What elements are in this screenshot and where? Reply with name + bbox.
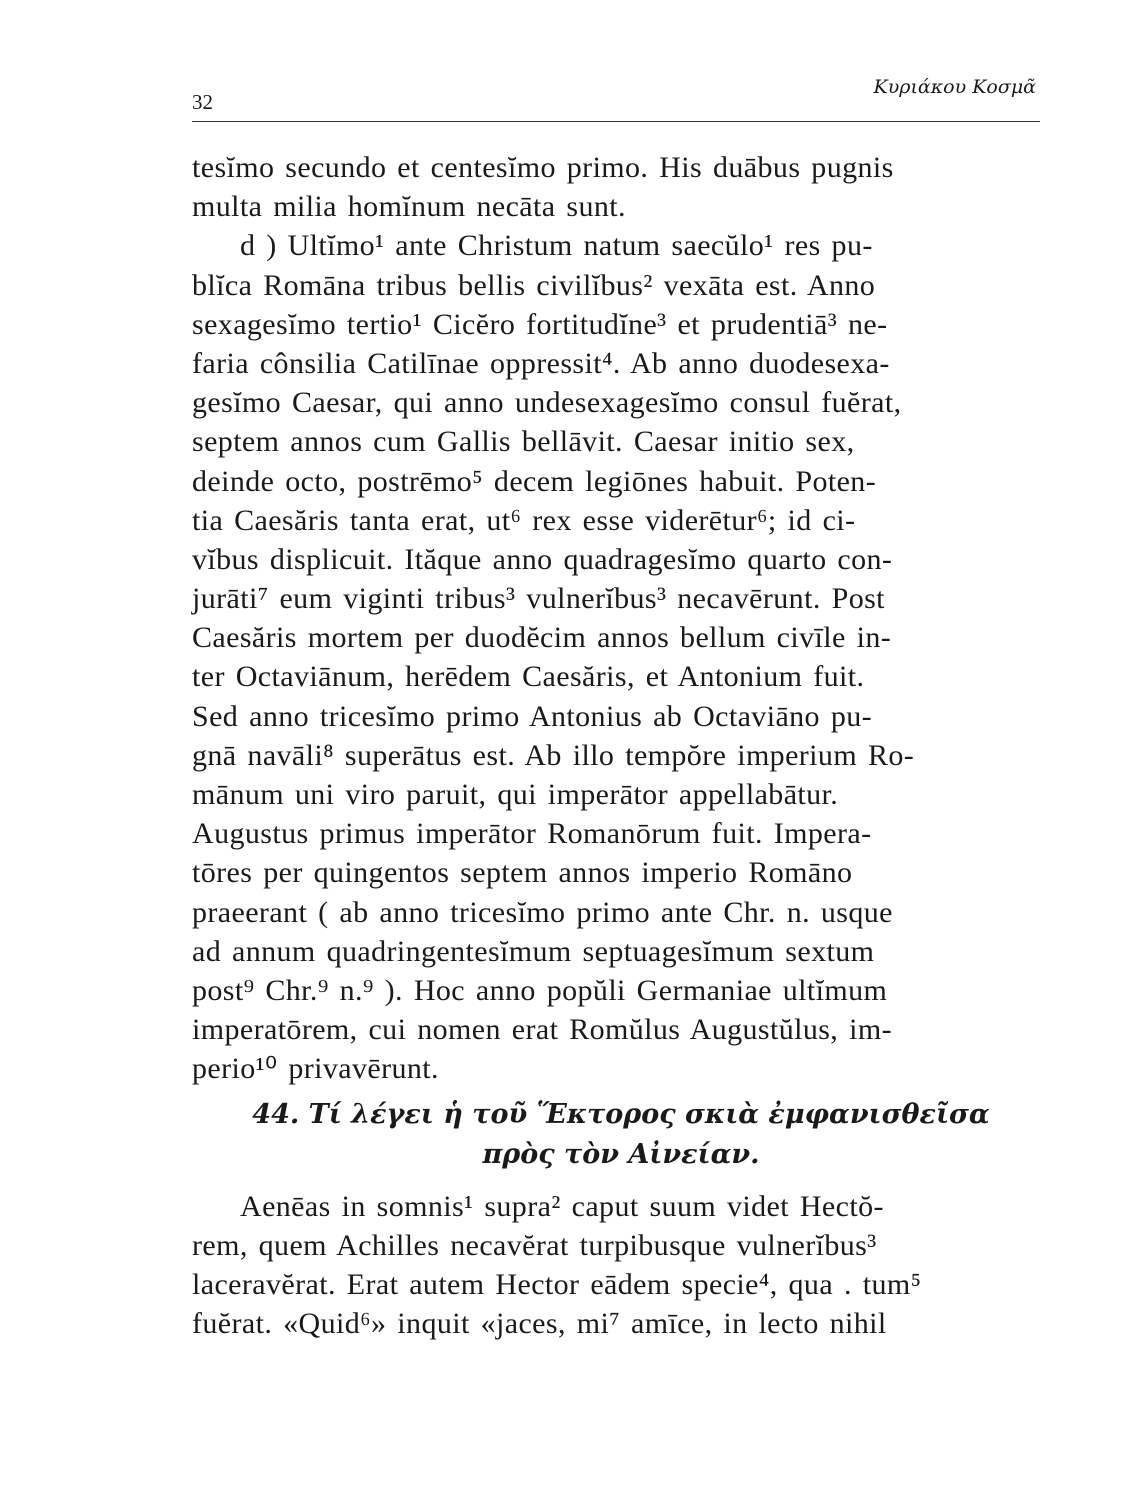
header-rule — [192, 121, 1040, 122]
text-line: Caesăris mortem per duodĕcim annos bellum civīle in- — [192, 621, 892, 655]
running-head — [192, 72, 1040, 122]
page-number: 32 — [192, 90, 213, 114]
text-line: tia Caesăris tanta erat, ut⁶ rex esse viderētur⁶; id ci- — [192, 503, 856, 537]
text-line: blĭca Romāna tribus bellis civilĭbus² vexāta est. Anno — [192, 268, 876, 302]
text-line: post⁹ Chr.⁹ n.⁹ ). Hoc anno popŭli Germaniae ultĭmum — [192, 973, 888, 1007]
text-line: Augustus primus imperātor Romanōrum fuit. Impera- — [192, 817, 872, 851]
paragraph-2 — [192, 226, 1050, 1088]
text-line: rem, quem Achilles necavĕrat turpibusque vulnerĭbus³ — [192, 1228, 877, 1262]
running-title: Κυριάκου Κοσμᾶ — [873, 76, 1036, 98]
text-line: Aenēas in somnis¹ supra² caput suum videt Hectŏ- — [240, 1189, 884, 1223]
text-line: vĭbus displicuit. Ităque anno quadragesĭmo quarto con- — [192, 542, 893, 576]
text-line: faria cônsilia Catilīnae oppressit⁴. Ab anno duodesexa- — [192, 346, 890, 380]
text-line: tōres per quingentos septem annos imperio Romāno — [192, 856, 853, 890]
text-line: praeerant ( ab anno tricesĭmo primo ante Chr. n. usque — [192, 895, 893, 929]
section-heading — [192, 1095, 1050, 1175]
heading-line: πρὸς τὸν Αἰνείαν. — [482, 1138, 760, 1170]
body-text — [192, 148, 1050, 1343]
text-line: fuĕrat. «Quid⁶» inquit «jaces, mi⁷ amīce, in lecto nihil — [192, 1307, 887, 1341]
text-line: laceravĕrat. Erat autem Hector eādem specie⁴, qua . tum⁵ — [192, 1267, 922, 1301]
text-line: gnā navāli⁸ superātus est. Ab illo tempŏre imperium Ro- — [192, 738, 915, 772]
text-line: jurāti⁷ eum viginti tribus³ vulnerĭbus³ necavērunt. Post — [192, 582, 885, 616]
text-line: d ) Ultĭmo¹ ante Christum natum saecŭlo¹ res pu- — [240, 229, 873, 263]
text-line: perio¹⁰ privavērunt. — [192, 1052, 439, 1086]
text-line: deinde octo, postrēmo⁵ decem legiōnes habuit. Poten- — [192, 464, 877, 498]
text-line: mānum uni viro paruit, qui imperātor appellabātur. — [192, 778, 839, 811]
text-line: sexagesĭmo tertio¹ Cicĕro fortitudĭne³ et prudentiā³ ne- — [192, 307, 888, 341]
text-line: Sed anno tricesĭmo primo Antonius ab Octaviāno pu- — [192, 699, 873, 733]
text-line: ad annum quadringentesĭmum septuagesĭmum sextum — [192, 934, 875, 968]
text-line: tesĭmo secundo et centesĭmo primo. His duābus pugnis — [192, 151, 894, 184]
text-line: septem annos cum Gallis bellāvit. Caesar initio sex, — [192, 425, 855, 459]
text-line: ter Octaviānum, herēdem Caesăris, et Antonium fuit. — [192, 660, 865, 694]
text-line: gesĭmo Caesar, qui anno undesexagesĭmo consul fuĕrat, — [192, 386, 902, 420]
text-line: multa milia homĭnum necāta sunt. — [192, 190, 626, 224]
paragraph-3 — [192, 1187, 1050, 1344]
text-line: imperatōrem, cui nomen erat Romŭlus Augustŭlus, im- — [192, 1013, 892, 1047]
paragraph-1 — [192, 148, 1050, 226]
heading-line: 44. Τί λέγει ἡ τοῦ Ἕκτορος σκιὰ ἐμφανισθεῖσα — [252, 1098, 990, 1130]
